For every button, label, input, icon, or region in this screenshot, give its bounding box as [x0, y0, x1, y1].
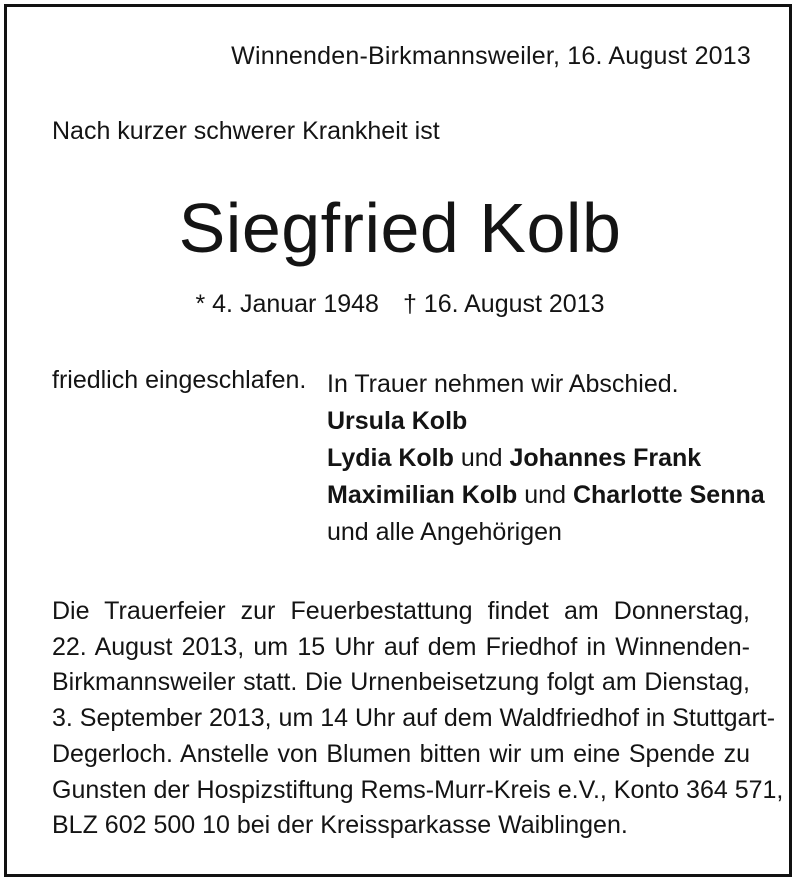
place-and-date: Winnenden-Birkmannsweiler, 16. August 2013 [231, 42, 751, 70]
connector-text: und [524, 481, 566, 509]
intro-text: Nach kurzer schwerer Krankheit ist [52, 117, 440, 145]
mourners-closing: und alle Angehörigen [327, 518, 562, 546]
birth-date: * 4. Januar 1948 [195, 290, 379, 318]
notice-line: Birkmannsweiler statt. Die Urnenbeisetzung folgt am Dienstag, [52, 668, 750, 697]
mourners-block [327, 366, 765, 551]
mourner-name: Ursula Kolb [327, 407, 468, 435]
notice-line: BLZ 602 500 10 bei der Kreissparkasse Waiblingen. [52, 811, 628, 840]
mourner-name: Johannes Frank [509, 444, 702, 472]
notice-line: Degerloch. Anstelle von Blumen bitten wir um eine Spende zu [52, 739, 750, 768]
mourner-line-3 [327, 477, 765, 514]
mourner-name: Charlotte Senna [572, 481, 765, 509]
notice-line: Die Trauerfeier zur Feuerbestattung findet am Donnerstag, [52, 597, 750, 625]
connector-text: und [460, 444, 503, 472]
death-date: † 16. August 2013 [402, 290, 605, 318]
passing-text: friedlich eingeschlafen. [52, 366, 307, 394]
life-dates [0, 290, 800, 319]
notice-line: 3. September 2013, um 14 Uhr auf dem Waldfriedhof in Stuttgart- [52, 704, 776, 733]
notice-line: 22. August 2013, um 15 Uhr auf dem Friedhof in Winnenden- [52, 632, 750, 661]
deceased-name: Siegfried Kolb [178, 189, 622, 267]
mourner-line-1 [327, 403, 765, 440]
ceremony-notice [52, 594, 784, 844]
mourner-line-2 [327, 440, 765, 477]
mourner-name: Lydia Kolb [327, 444, 454, 472]
mourners-heading: In Trauer nehmen wir Abschied. [327, 370, 679, 398]
notice-line: Gunsten der Hospizstiftung Rems-Murr-Kreis e.V., Konto 364 571, [52, 775, 784, 804]
mourner-name: Maximilian Kolb [327, 481, 518, 509]
